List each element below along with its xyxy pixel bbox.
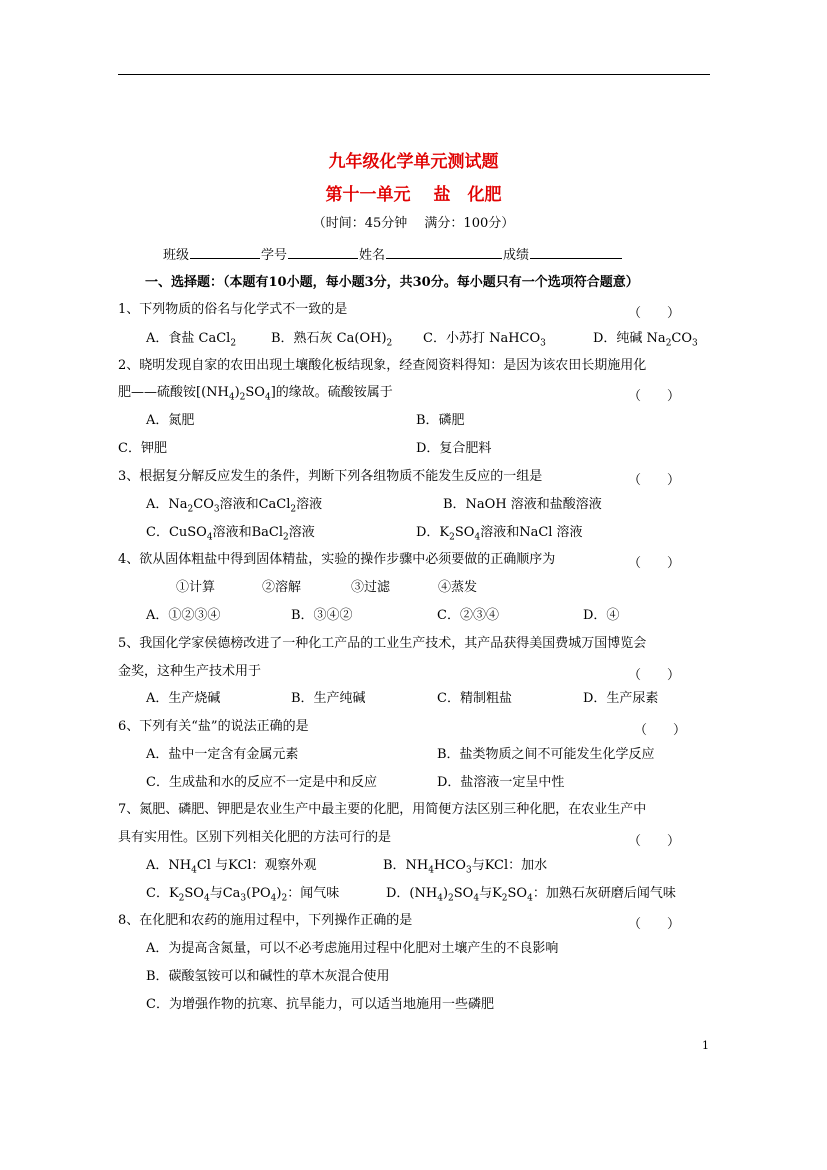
q1-option-c[interactable]: C．小苏打 NaHCO$_3$ [423, 331, 546, 349]
q2-option-a[interactable]: A．氮肥 [146, 413, 195, 428]
q5-answer-blank[interactable]: （ ） [628, 668, 681, 683]
q5-option-a[interactable]: A．生产烧碱 [146, 691, 221, 706]
q7-answer-blank[interactable]: （ ） [628, 834, 681, 849]
header-rule [118, 74, 710, 75]
q3-option-c[interactable]: C．CuSO$_4$溶液和BaCl$_2$溶液 [146, 525, 315, 543]
q6-option-c[interactable]: C．生成盐和水的反应不一定是中和反应 [146, 775, 377, 790]
q7-option-a[interactable]: A．$NH_4Cl$ 与KCl：观察外观 [146, 858, 317, 876]
q5-option-b[interactable]: B．生产纯碱 [291, 691, 366, 706]
q2-option-b[interactable]: B．磷肥 [416, 413, 465, 428]
q3-option-a[interactable]: A．$Na_2CO_3$溶液和CaCl$_2$溶液 [146, 497, 323, 515]
score-blank[interactable] [530, 245, 622, 259]
q7-stem-line2: 具有实用性。区别下列相关化肥的方法可行的是 [118, 830, 392, 845]
q6-option-b[interactable]: B．盐类物质之间不可能发生化学反应 [437, 747, 655, 762]
student-info-row [163, 245, 623, 264]
q6-stem: 6、下列有关“盐”的说法正确的是 [118, 719, 309, 734]
class-label: 班级 [163, 248, 190, 263]
q2-option-c[interactable]: C．钾肥 [118, 441, 167, 456]
q4-stem: 4、欲从固体粗盐中得到固体精盐，实验的操作步骤中必须要做的正确顺序为 [118, 552, 556, 567]
q4-step-2: ②溶解 [262, 580, 302, 595]
q3-answer-blank[interactable]: （ ） [628, 473, 681, 488]
q8-option-c[interactable]: C．为增强作物的抗寒、抗旱能力，可以适当地施用一些磷肥 [146, 997, 494, 1012]
q5-option-c[interactable]: C．精制粗盐 [437, 691, 512, 706]
q1-stem: 1、下列物质的俗名与化学式不一致的是 [118, 302, 348, 317]
q1-answer-blank[interactable]: （ ） [628, 306, 681, 321]
q5-stem-line2: 金奖，这种生产技术用于 [118, 664, 262, 679]
q7-option-d[interactable]: D．$(NH_4)_2SO_4$与$K_2SO_4$：加熟石灰研磨后闻气味 [386, 886, 676, 904]
q7-stem-line1: 7、氮肥、磷肥、钾肥是农业生产中最主要的化肥，用简便方法区别三种化肥，在农业生产中 [118, 802, 647, 817]
unit-title: 第十一单元 盐 化肥 [325, 185, 502, 205]
q5-option-d[interactable]: D．生产尿素 [583, 691, 659, 706]
q7-option-c[interactable]: C．$K_2SO_4$与$Ca_3(PO_4)_2$：闻气味 [146, 886, 340, 904]
q1-option-a[interactable]: A．食盐 CaCl$_2$ [146, 331, 237, 349]
q8-option-a[interactable]: A．为提高含氮量，可以不必考虑施用过程中化肥对土壤产生的不良影响 [146, 941, 559, 956]
q4-answer-blank[interactable]: （ ） [628, 556, 681, 571]
q4-step-4: ④蒸发 [438, 580, 478, 595]
name-blank[interactable] [386, 245, 502, 259]
page-number: 1 [702, 1039, 709, 1052]
q7-option-b[interactable]: B．$NH_4HCO_3$与KCl：加水 [383, 858, 548, 876]
q4-option-d[interactable]: D．④ [583, 608, 620, 623]
q8-answer-blank[interactable]: （ ） [628, 917, 681, 932]
q6-answer-blank[interactable]: （ ） [634, 723, 687, 738]
score-label: 成绩 [503, 248, 530, 263]
time-score-info: （时间：45分钟 满分：100分） [312, 216, 515, 231]
q8-stem: 8、在化肥和农药的施用过程中，下列操作正确的是 [118, 913, 413, 928]
q3-stem: 3、根据复分解反应发生的条件，判断下列各组物质不能发生反应的一组是 [118, 469, 543, 484]
class-blank[interactable] [190, 245, 260, 259]
id-blank[interactable] [288, 245, 358, 259]
q8-option-b[interactable]: B．碳酸氢铵可以和碱性的草木灰混合使用 [146, 969, 390, 984]
page-title: 九年级化学单元测试题 [328, 152, 499, 172]
q2-stem-line1: 2、晓明发现自家的农田出现土壤酸化板结现象，经查阅资料得知：是因为该农田长期施用化 [118, 358, 647, 373]
q4-option-b[interactable]: B．③④② [291, 608, 353, 623]
q6-option-a[interactable]: A．盐中一定含有金属元素 [146, 747, 299, 762]
q2-option-d[interactable]: D．复合肥料 [416, 441, 492, 456]
q4-option-c[interactable]: C．②③④ [437, 608, 499, 623]
q2-answer-blank[interactable]: （ ） [628, 389, 681, 404]
q3-option-b[interactable]: B．NaOH 溶液和盐酸溶液 [443, 497, 602, 512]
q1-option-d[interactable]: D．纯碱 $Na_2CO_3$ [593, 331, 698, 349]
section-heading: 一、选择题：（本题有10小题，每小题3分，共30分。每小题只有一个选项符合题意） [145, 275, 639, 290]
q4-step-3: ③过滤 [351, 580, 391, 595]
name-label: 姓名 [359, 248, 386, 263]
q5-stem-line1: 5、我国化学家侯德榜改进了一种化工产品的工业生产技术，其产品获得美国费城万国博览会 [118, 636, 647, 651]
q1-option-b[interactable]: B．熟石灰 $Ca(OH)_2$ [271, 331, 393, 349]
q2-stem-line2: 肥——硫酸铵$[(NH_4)_2SO_4]$的缘故。硫酸铵属于 [118, 385, 393, 403]
q4-step-1: ①计算 [176, 580, 216, 595]
q4-option-a[interactable]: A．①②③④ [146, 608, 221, 623]
id-label: 学号 [261, 248, 288, 263]
q6-option-d[interactable]: D．盐溶液一定呈中性 [437, 775, 565, 790]
q3-option-d[interactable]: D．$K_2SO_4$溶液和NaCl 溶液 [416, 525, 583, 543]
